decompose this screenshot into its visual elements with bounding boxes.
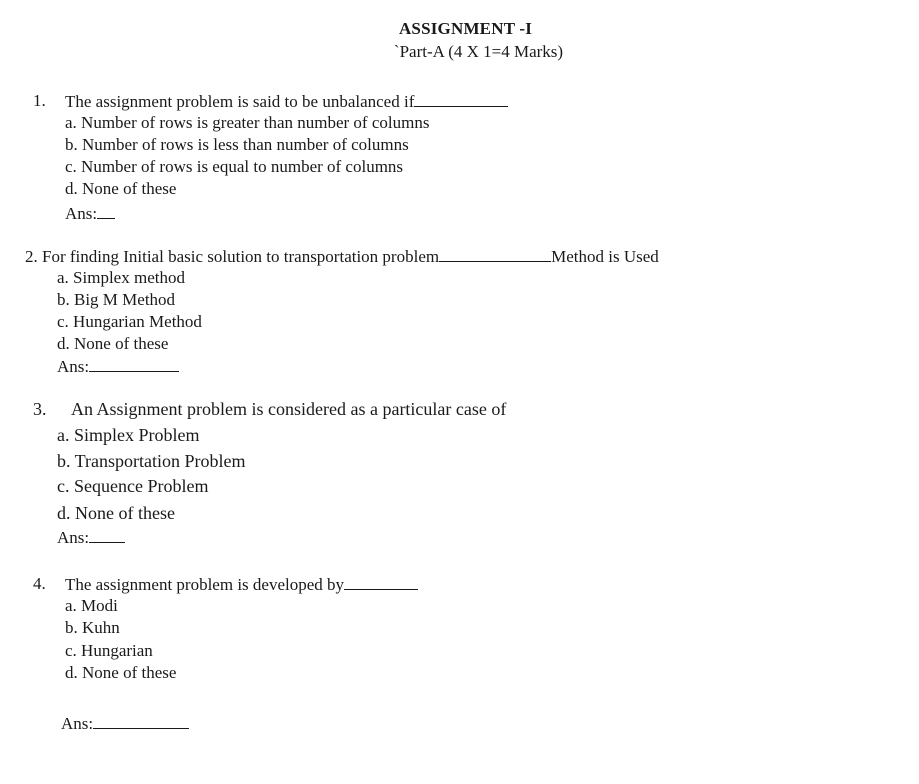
question-1-text	[65, 92, 508, 110]
question-3-answer-label: Ans:	[57, 528, 90, 547]
question-1-stem: The assignment problem is said to be unbalanced if	[65, 92, 415, 111]
question-4-answer-label: Ans:	[61, 714, 94, 733]
question-1-option-c: c. Number of rows is equal to number of columns	[65, 157, 404, 176]
question-3-number: 3.	[33, 399, 47, 419]
question-1-answer-label: Ans:	[65, 204, 98, 223]
question-1-answer	[65, 204, 115, 222]
question-3-option-a: a. Simplex Problem	[57, 425, 200, 445]
question-4-text	[65, 575, 418, 593]
question-1-answer-blank[interactable]	[97, 204, 115, 219]
question-4-answer-blank[interactable]	[93, 714, 189, 729]
question-4-stem: The assignment problem is developed by	[65, 575, 345, 594]
question-2-option-b: b. Big M Method	[57, 290, 176, 309]
question-4-number: 4.	[33, 574, 46, 593]
question-3-answer-blank[interactable]	[89, 528, 125, 543]
question-4-answer	[61, 714, 189, 732]
question-1-option-a: a. Number of rows is greater than number of columns	[65, 113, 430, 132]
question-4-option-c: c. Hungarian	[65, 641, 153, 660]
question-1-option-b: b. Number of rows is less than number of columns	[65, 135, 409, 154]
question-4-option-d: d. None of these	[65, 663, 177, 682]
question-4-blank[interactable]	[344, 575, 418, 590]
question-2-option-d: d. None of these	[57, 334, 169, 353]
question-2-answer	[57, 357, 179, 375]
question-2-option-a: a. Simplex method	[57, 268, 185, 287]
question-2-text	[25, 247, 659, 265]
question-3-answer	[57, 528, 125, 546]
question-2-option-c: c. Hungarian Method	[57, 312, 202, 331]
question-4-option-a: a. Modi	[65, 596, 118, 615]
question-2-answer-blank[interactable]	[89, 357, 179, 372]
question-2-stem-before: 2. For finding Initial basic solution to transportation problem	[25, 247, 440, 266]
question-1-blank[interactable]	[414, 92, 508, 107]
question-1-option-d: d. None of these	[65, 179, 177, 198]
question-2-blank[interactable]	[439, 247, 551, 262]
question-1-number: 1.	[33, 91, 46, 110]
question-4-option-b: b. Kuhn	[65, 618, 120, 637]
page-title: ASSIGNMENT -I	[398, 19, 533, 38]
question-3-option-d: d. None of these	[57, 503, 175, 523]
question-3-text: An Assignment problem is considered as a particular case of	[71, 399, 507, 419]
question-3-option-c: c. Sequence Problem	[57, 476, 209, 496]
question-2-answer-label: Ans:	[57, 357, 90, 376]
page-subtitle: `Part-A (4 X 1=4 Marks)	[393, 42, 564, 61]
question-3-option-b: b. Transportation Problem	[57, 451, 246, 471]
question-2-stem-after: Method is Used	[551, 247, 659, 266]
